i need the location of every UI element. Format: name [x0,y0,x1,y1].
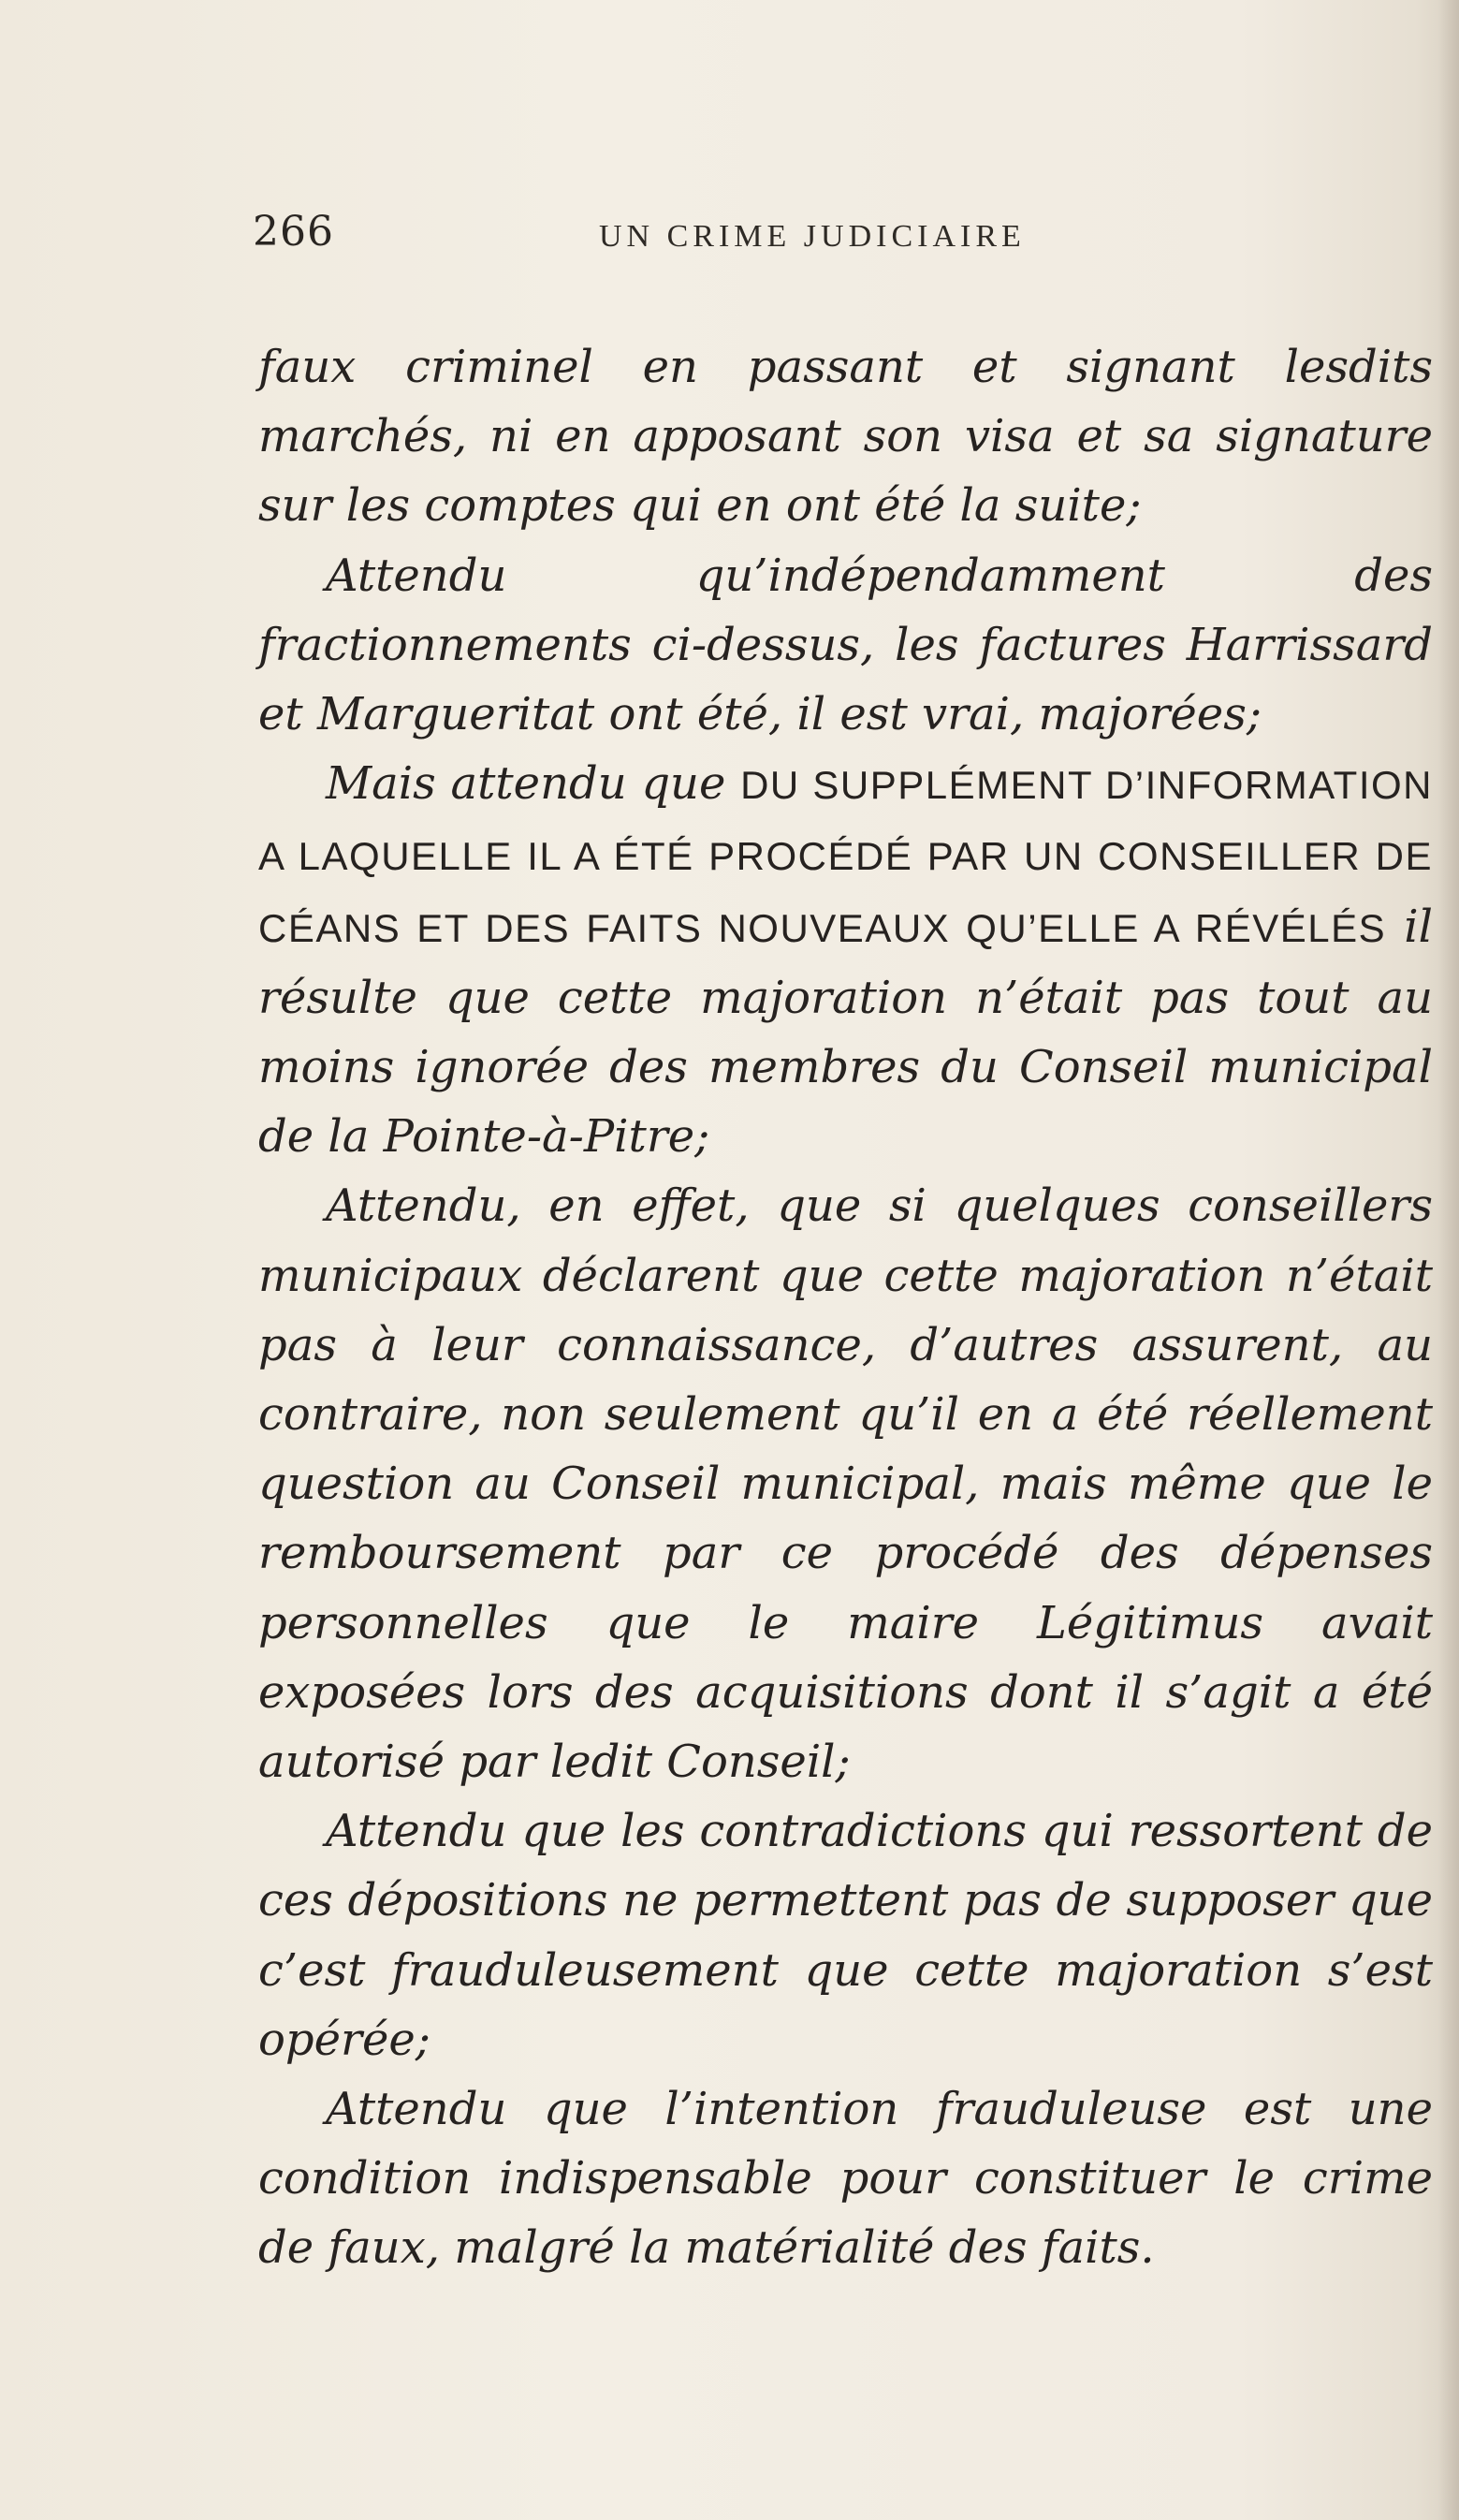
paragraph-3-small-caps: DU SUPPLÉMENT D’INFORMATION A LAQUELLE IL A ÉTÉ PROCÉDÉ PAR UN CONSEILLER DE CÉANS ET DES FAITS NOUVEAUX QU’ELLE A RÉVÉLÉS [258,763,1433,950]
paragraph-6: Attendu que l’intention frauduleuse est une condition indispensable pour constituer le crime de faux, malgré la matérialité des faits. [258,2083,1433,2275]
page-number: 266 [253,208,334,256]
page-edge-shadow [1438,0,1459,2520]
running-title: UN CRIME JUDICIAIRE [599,219,1026,254]
paragraph-1: faux criminel en passant et signant lesdits marchés, ni en apposant son visa et sa signature sur les comptes qui en ont été la suite; [258,341,1433,533]
page-header [253,208,1432,273]
paragraph-3 [258,749,1433,1171]
paragraph-3-start: Mais attendu que [326,757,741,811]
paragraph-3-end: il résulte que cette majoration n’était pas tout au moins ignorée des membres du Conseil municipal de la Pointe-à-Pitre; [258,900,1433,1164]
paragraph-2: Attendu qu’indépendamment des fractionnements ci-dessus, les factures Harrissard et Margueritat ont été, il est vrai, majorées; [258,549,1433,741]
paragraph-4: Attendu, en effet, que si quelques conseillers municipaux déclarent que cette majoration n’était pas à leur connaissance, d’autres assurent, au contraire, non seulement qu’il en a été réellement question au Conseil municipal, mais même que le remboursement par ce procédé des dépenses personnelles que le maire Légitimus avait exposées lors des acquisitions dont il s’agit a été autorisé par ledit Conseil; [258,1179,1433,1789]
body-text [258,332,1433,2283]
paragraph-5: Attendu que les contradictions qui ressortent de ces dépositions ne permettent pas de supposer que c’est frauduleusement que cette majoration s’est opérée; [258,1805,1433,2066]
